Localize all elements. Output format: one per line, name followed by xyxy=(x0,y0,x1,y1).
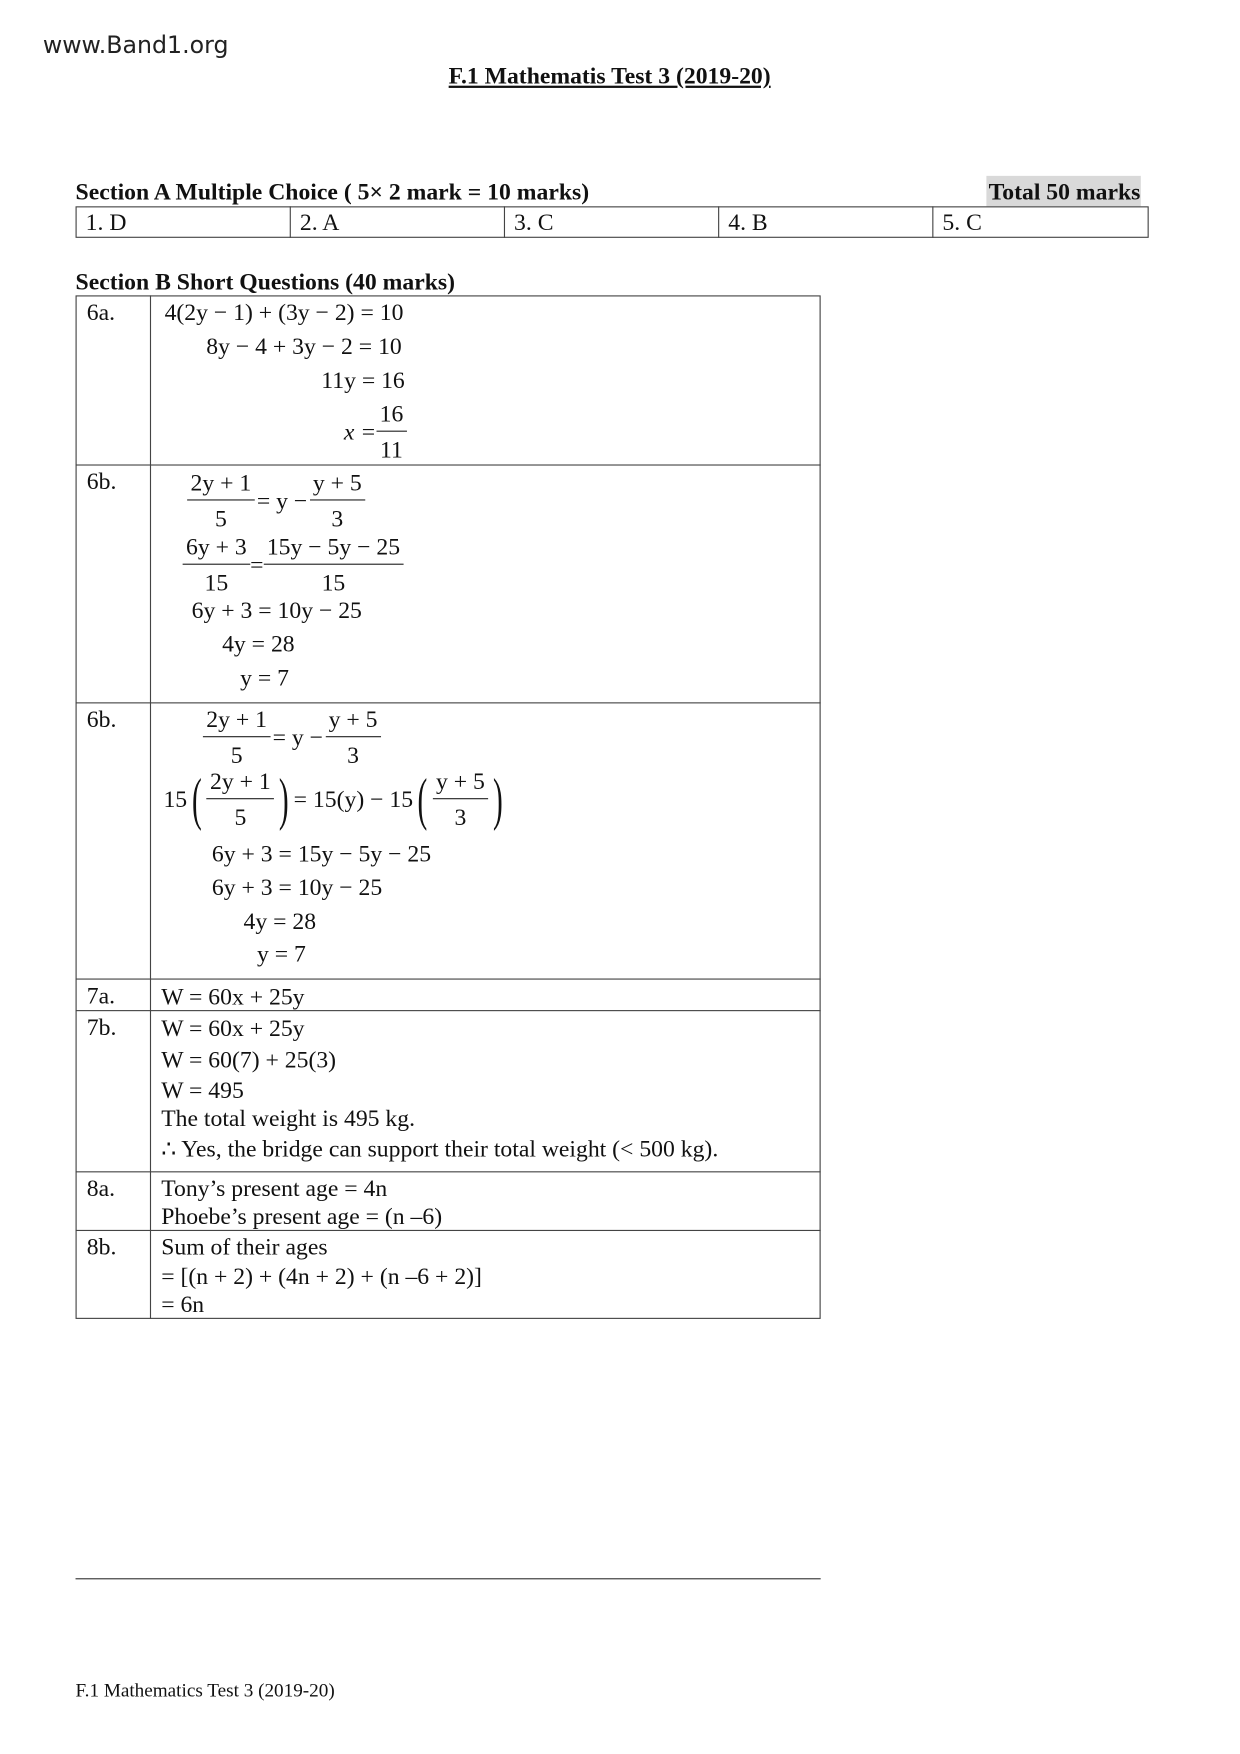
q6a-lhs: x = xyxy=(343,418,377,446)
mc-answer-1: 1. D xyxy=(85,208,127,236)
mc-answer-table xyxy=(76,206,1149,238)
q6a-label: 6a. xyxy=(86,298,116,326)
right-paren: ) xyxy=(279,767,289,832)
q7b-line-1: W = 60x + 25y xyxy=(161,1014,305,1042)
q7a-label: 7a. xyxy=(86,981,116,1009)
q6b-alt-line-5: 4y = 28 xyxy=(243,907,317,935)
numerator: 2y + 1 xyxy=(207,770,274,799)
denominator: 5 xyxy=(234,803,247,831)
section-a-heading: Section A Multiple Choice ( 5× 2 mark = 10 marks) xyxy=(75,178,590,206)
denominator: 5 xyxy=(214,505,227,533)
left-paren: ( xyxy=(192,767,202,832)
page-title: F.1 Mathematis Test 3 (2019-20) xyxy=(448,62,771,90)
mc-answer-3: 3. C xyxy=(514,208,554,236)
q6b-line-4: 4y = 28 xyxy=(222,630,295,658)
q7b-line-2: W = 60(7) + 25(3) xyxy=(161,1046,337,1074)
q6b-label: 6b. xyxy=(86,467,117,495)
denominator: 3 xyxy=(331,505,344,533)
q7b-line-4: The total weight is 495 kg. xyxy=(161,1104,416,1132)
q6a-line-4 xyxy=(344,402,407,462)
q6b-alt-line-2 xyxy=(163,767,507,832)
q6b-line-2 xyxy=(183,535,404,595)
numerator: y + 5 xyxy=(309,471,365,500)
fraction xyxy=(309,468,365,533)
total-marks: Total 50 marks xyxy=(986,176,1140,206)
denominator: 5 xyxy=(230,741,243,769)
denominator: 15 xyxy=(204,569,229,597)
q6b-line-5: y = 7 xyxy=(240,663,289,692)
fraction xyxy=(376,402,406,462)
q8a-line-1: Tony’s present age = 4n xyxy=(161,1174,388,1202)
denominator: 3 xyxy=(454,803,467,831)
footer-divider xyxy=(76,1578,821,1579)
fraction xyxy=(263,535,403,595)
denominator: 3 xyxy=(347,741,359,769)
mc-answer-2: 2. A xyxy=(299,208,340,236)
q6b-alt-label: 6b. xyxy=(86,705,117,733)
q8b-line-1: Sum of their ages xyxy=(161,1233,328,1261)
q6b-line-1 xyxy=(187,468,365,533)
numerator: 16 xyxy=(376,402,406,431)
denominator: 15 xyxy=(321,569,346,597)
left-paren: ( xyxy=(417,767,428,832)
q6a-line-2: 8y − 4 + 3y − 2 = 10 xyxy=(206,332,402,360)
fraction xyxy=(325,705,381,769)
numerator: y + 5 xyxy=(325,708,381,737)
page-footer: F.1 Mathematics Test 3 (2019-20) xyxy=(75,1679,335,1702)
operator: = y − xyxy=(256,486,308,515)
q7b-label: 7b. xyxy=(86,1013,117,1041)
mc-answer-4: 4. B xyxy=(728,208,768,236)
operator: = 15(y) − 15 xyxy=(293,785,414,813)
q8b-label: 8b. xyxy=(86,1233,117,1261)
q7b-line-3: W = 495 xyxy=(161,1076,244,1104)
numerator: y + 5 xyxy=(433,770,489,799)
operator: = y − xyxy=(272,723,324,751)
q6b-alt-line-1 xyxy=(203,705,381,769)
q7b-line-5: ∴ Yes, the bridge can support their total weight (< 500 kg). xyxy=(161,1135,719,1163)
mc-answer-5: 5. C xyxy=(942,208,982,236)
q6b-alt-line-6: y = 7 xyxy=(257,940,306,968)
right-paren: ) xyxy=(493,767,503,832)
fraction xyxy=(183,535,250,595)
numerator: 2y + 1 xyxy=(203,708,270,737)
q6a-line-3: 11y = 16 xyxy=(321,366,405,394)
fraction xyxy=(203,705,270,769)
operator: = xyxy=(250,551,264,579)
numerator: 6y + 3 xyxy=(183,535,250,564)
q8b-line-3: = 6n xyxy=(161,1290,205,1318)
numerator: 15y − 5y − 25 xyxy=(263,535,403,564)
watermark: www.Band1.org xyxy=(42,31,229,59)
fraction xyxy=(207,767,274,831)
section-b-heading: Section B Short Questions (40 marks) xyxy=(75,268,455,296)
denominator: 11 xyxy=(380,436,403,464)
q6b-line-3: 6y + 3 = 10y − 25 xyxy=(191,596,362,624)
q8b-line-2: = [(n + 2) + (4n + 2) + (n –6 + 2)] xyxy=(161,1262,482,1290)
numerator: 2y + 1 xyxy=(187,471,254,500)
fraction xyxy=(433,767,489,831)
q7a-line-1: W = 60x + 25y xyxy=(161,983,305,1011)
q6a-line-1: 4(2y − 1) + (3y − 2) = 10 xyxy=(164,298,404,326)
coefficient: 15 xyxy=(163,785,188,813)
q6b-alt-line-4: 6y + 3 = 10y − 25 xyxy=(211,873,383,901)
q8a-line-2: Phoebe’s present age = (n –6) xyxy=(161,1202,443,1230)
q6b-alt-line-3: 6y + 3 = 15y − 5y − 25 xyxy=(211,839,432,867)
fraction xyxy=(187,468,254,533)
q8a-label: 8a. xyxy=(86,1174,116,1202)
